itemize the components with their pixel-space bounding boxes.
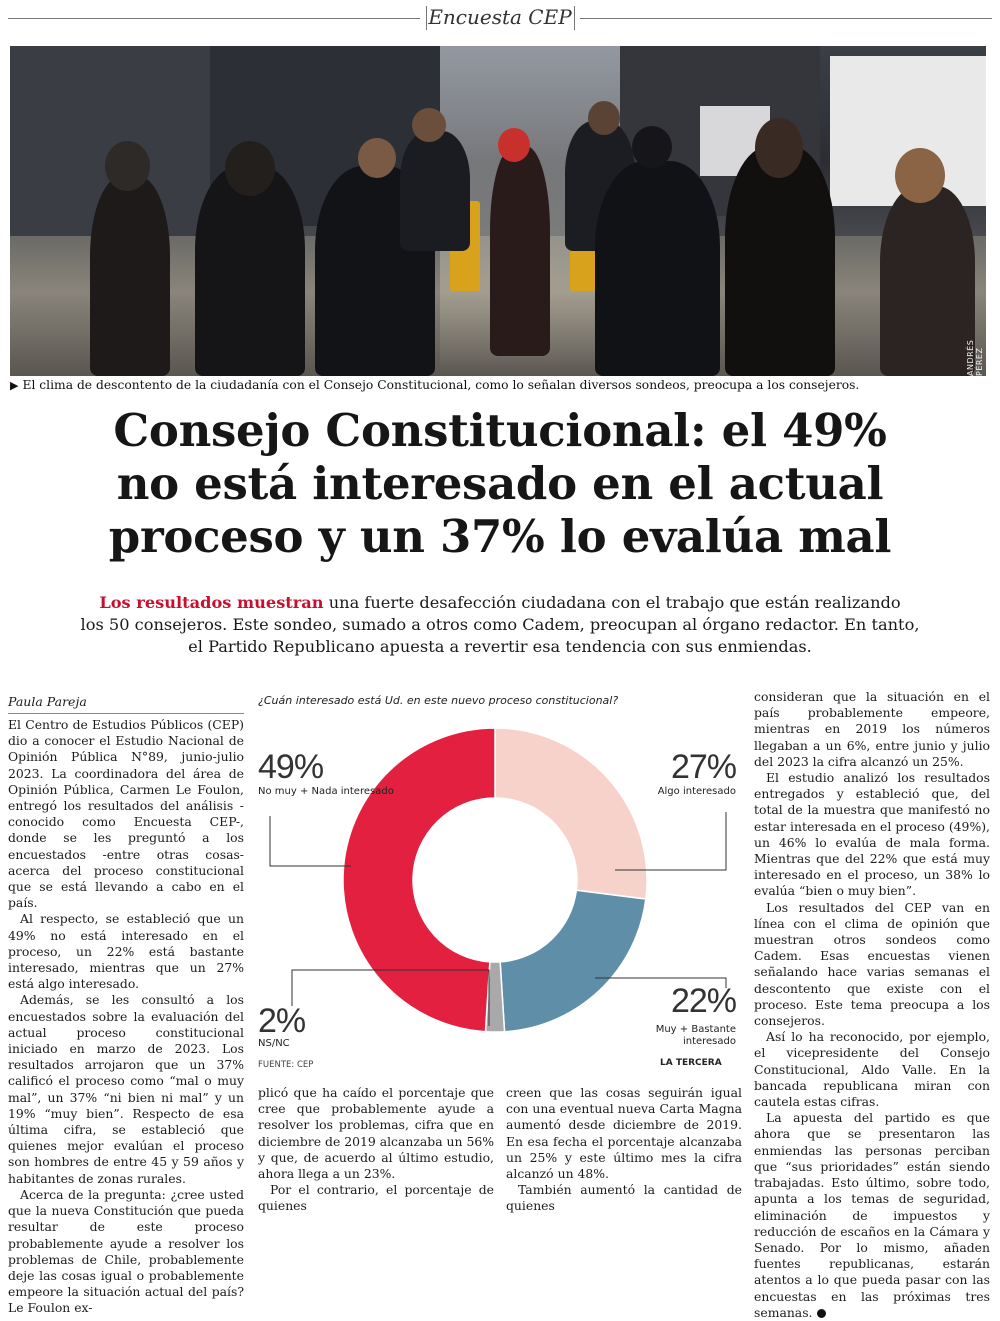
paragraph: También aumentó la cantidad de quienes bbox=[506, 1182, 742, 1214]
paragraph: Por el contrario, el porcentaje de quienes bbox=[258, 1182, 494, 1214]
label-name-nada: No muy + Nada interesado bbox=[258, 786, 394, 797]
paragraph: El estudio analizó los resultados entregados y estableció que, del total de la muestra que manifestó no estar interesada en el proceso (49%), un 46% lo evalúa de mala forma. Mientras que del 22% que está muy interesado en el proceso, un 38% lo evalúa “bien o muy bien”. bbox=[754, 770, 990, 899]
paragraph: Así lo ha reconocido, por ejemplo, el vicepresidente del Consejo Constitucional, Aldo Valle. En la bancada republicana miran con cautela estas cifras. bbox=[754, 1029, 990, 1110]
paragraph: consideran que la situación en el país probablemente empeore, mientras en 2019 los números llegaban a un 6%, entre junio y julio del 2023 la cifra alcanzó un 25%. bbox=[754, 689, 990, 769]
paragraph: creen que las cosas seguirán igual con una eventual nueva Carta Magna aumentó desde diciembre de 2019. En esa fecha el porcentaje alcanzaba un 25% y este último mes la cifra alcanzó un 48%. bbox=[506, 1085, 742, 1182]
label-name-algo: Algo interesado bbox=[657, 786, 736, 797]
label-value-muy: 22% bbox=[670, 982, 736, 1020]
label-value-nsnc: 2% bbox=[258, 1002, 306, 1040]
headline bbox=[60, 404, 940, 563]
chart-source: FUENTE: CEP bbox=[258, 1060, 314, 1070]
dek-line-1: una fuerte desafección ciudadana con el trabajo que están realizando bbox=[323, 593, 901, 612]
donut-chart bbox=[252, 708, 748, 1058]
dek-line-3: el Partido Republicano apuesta a revertir esa tendencia con sus enmiendas. bbox=[188, 637, 812, 656]
slice-algo-interesado bbox=[495, 728, 647, 899]
end-mark-icon bbox=[817, 1309, 826, 1318]
headline-line-3: proceso y un 37% lo evalúa mal bbox=[108, 510, 892, 563]
headline-line-1: Consejo Constitucional: el 49% bbox=[113, 404, 887, 457]
body-column-2 bbox=[258, 1085, 494, 1215]
paragraph: Acerca de la pregunta: ¿cree usted que la nueva Constitución que pueda resultar de este proceso probablemente ayude a resolver los problemas de Chile, probablemente deje las cosas igual o probablemente empeore la situación actual del país? Le Foulon ex- bbox=[8, 1186, 244, 1316]
slice-nada-interesado bbox=[343, 728, 495, 1032]
section-bar-right bbox=[574, 6, 575, 30]
slice-muy-bastante bbox=[500, 890, 646, 1031]
photo-credit: ANDRÉS PÉREZ bbox=[966, 339, 984, 376]
paragraph: plicó que ha caído el porcentaje que cree que probablemente ayude a resolver los problemas, cifra que en diciembre de 2019 alcanzaba un 56% y que, de acuerdo al último estudio, ahora llega a un 23%. bbox=[258, 1085, 494, 1182]
photo-caption bbox=[10, 378, 986, 392]
chart-question: ¿Cuán interesado está Ud. en este nuevo proceso constitucional? bbox=[258, 694, 619, 707]
paragraph: Los resultados del CEP van en línea con el clima de opinión que muestran otros sondeos como Cadem. Esas encuestas vienen señalando hace varias semanas el descontento que existe con el proceso. Este tema preocupa a los consejeros. bbox=[754, 899, 990, 1029]
section-rule-left bbox=[8, 18, 420, 19]
body-column-3 bbox=[506, 1085, 742, 1215]
headline-line-2: no está interesado en el actual bbox=[116, 457, 884, 510]
label-value-algo: 27% bbox=[670, 748, 736, 786]
label-value-nada: 49% bbox=[258, 748, 324, 786]
chart-brand: LA TERCERA bbox=[660, 1058, 722, 1068]
section-rule-right bbox=[580, 18, 992, 19]
caption-text: El clima de descontento de la ciudadanía con el Consejo Constitucional, como lo señalan diversos sondeos, preocupa a los consejeros. bbox=[22, 378, 860, 392]
label-name-nsnc: NS/NC bbox=[258, 1038, 290, 1049]
dek-highlight: Los resultados muestran bbox=[99, 593, 324, 612]
paragraph: Además, se les consultó a los encuestados sobre la evaluación del actual proceso constitucional iniciado en marzo de 2023. Los resultados arrojaron que un 37% calificó el proceso como “mal o muy mal”, un 37% “ni bien ni mal” y un 19% “muy bien”. Respecto de esa última cifra, se estableció que quienes mejor evalúan el proceso son hombres de entre 45 y 59 años y habitantes de zonas rurales. bbox=[8, 992, 244, 1186]
label-name-muy: Muy + Bastante interesado bbox=[655, 1024, 736, 1047]
body-column-4 bbox=[754, 689, 990, 1321]
byline: Paula Pareja bbox=[8, 694, 244, 714]
paragraph-text: La apuesta del partido es que ahora que se presentaron las enmiendas las personas perciban que “sus prioridades” están siendo trabajadas. Esto último, sobre todo, apunta a los temas de seguridad, eliminación de impuestos y reducción de escaños en la Cámara y Senado. Por lo mismo, añaden fuentes republicanas, estarán atentos a lo que pueda pasar con las encuestas en las próximas tres semanas. bbox=[754, 1110, 990, 1320]
paragraph: El Centro de Estudios Públicos (CEP) dio a conocer el Estudio Nacional de Opinión Pública N°89, junio-julio 2023. La coordinadora del área de Opinión Pública, Carmen Le Foulon, entregó los resultados del análisis -conocido como Encuesta CEP-, donde se les preguntó a los encuestados -entre otras cosas- acerca del proceso constitucional que se está llevando a cabo en el país. bbox=[8, 717, 244, 911]
dek-line-2: los 50 consejeros. Este sondeo, sumado a otros como Cadem, preocupan al órgano redactor. En tanto, bbox=[80, 615, 920, 634]
paragraph bbox=[754, 1110, 990, 1321]
news-photo bbox=[10, 46, 986, 376]
caption-arrow-icon: ▶ bbox=[10, 379, 19, 392]
leader-line-nada bbox=[270, 816, 351, 866]
section-header bbox=[8, 2, 992, 34]
body-column-1 bbox=[8, 717, 244, 1317]
paragraph: Al respecto, se estableció que un 49% no está interesado en el proceso, un 22% está bastante interesado, mientras que un 27% está algo interesado. bbox=[8, 911, 244, 992]
section-label: Encuesta CEP bbox=[428, 5, 572, 29]
dek bbox=[70, 592, 930, 658]
